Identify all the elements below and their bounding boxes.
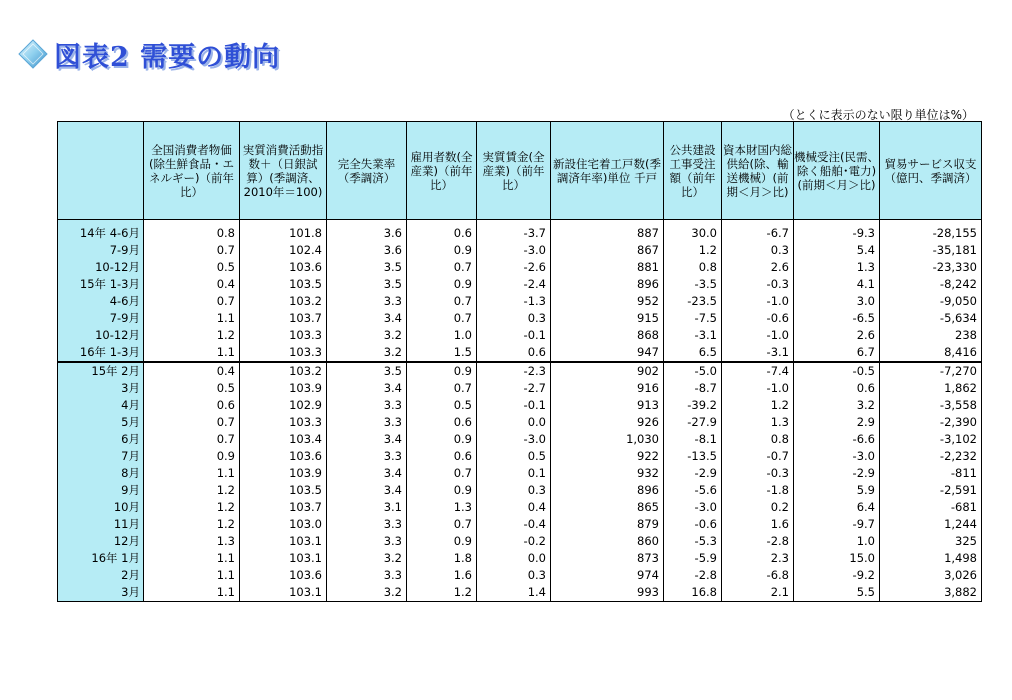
- table-cell: 926: [551, 414, 664, 431]
- table-cell: -2.8: [664, 567, 722, 584]
- table-cell: 103.2: [240, 362, 327, 380]
- table-cell: -1.0: [722, 293, 794, 310]
- table-row: [58, 482, 982, 499]
- table-cell: 2.6: [794, 327, 880, 344]
- table-cell: 103.3: [240, 344, 327, 362]
- table-cell: 0.8: [722, 431, 794, 448]
- table-cell: -1.8: [722, 482, 794, 499]
- table-cell: -6.8: [722, 567, 794, 584]
- table-cell: -9.2: [794, 567, 880, 584]
- table-cell: -3.1: [664, 327, 722, 344]
- table-cell: 916: [551, 380, 664, 397]
- table-cell: 103.4: [240, 431, 327, 448]
- table-cell: 3.3: [327, 516, 407, 533]
- table-cell: 103.3: [240, 414, 327, 431]
- table-cell: -5.6: [664, 482, 722, 499]
- table-cell: 1.1: [144, 584, 240, 602]
- table-cell: 0.6: [477, 344, 551, 362]
- table-cell: 3.3: [327, 397, 407, 414]
- table-cell: 868: [551, 327, 664, 344]
- table-cell: -9.3: [794, 220, 880, 243]
- table-cell: 102.4: [240, 242, 327, 259]
- row-label: 7月: [58, 448, 144, 465]
- table-cell: 1.6: [407, 567, 477, 584]
- table-cell: 1.3: [794, 259, 880, 276]
- table-cell: 1.1: [144, 567, 240, 584]
- table-cell: 1.3: [722, 414, 794, 431]
- table-cell: -5.0: [664, 362, 722, 380]
- table-cell: 860: [551, 533, 664, 550]
- table-cell: 1,030: [551, 431, 664, 448]
- table-cell: 0.3: [477, 310, 551, 327]
- table-cell: -3.1: [722, 344, 794, 362]
- table-cell: -9,050: [880, 293, 982, 310]
- table-cell: 103.7: [240, 310, 327, 327]
- table-cell: 103.9: [240, 380, 327, 397]
- table-cell: 867: [551, 242, 664, 259]
- table-cell: 5.4: [794, 242, 880, 259]
- column-header: 公共建設工事受注額（前年比）: [664, 122, 722, 220]
- row-label: 2月: [58, 567, 144, 584]
- table-cell: -23,330: [880, 259, 982, 276]
- table-cell: -0.1: [477, 397, 551, 414]
- table-cell: 3.4: [327, 431, 407, 448]
- table-cell: 974: [551, 567, 664, 584]
- column-header: 完全失業率（季調済）: [327, 122, 407, 220]
- table-cell: -681: [880, 499, 982, 516]
- table-cell: 896: [551, 482, 664, 499]
- row-label: 14年 4-6月: [58, 220, 144, 243]
- table-cell: -39.2: [664, 397, 722, 414]
- table-cell: 0.0: [477, 414, 551, 431]
- table-cell: 0.4: [144, 362, 240, 380]
- table-cell: 3.0: [794, 293, 880, 310]
- table-cell: 1.2: [722, 397, 794, 414]
- table-cell: 3.3: [327, 448, 407, 465]
- table-cell: -1.3: [477, 293, 551, 310]
- table-cell: 15.0: [794, 550, 880, 567]
- table-cell: 0.0: [477, 550, 551, 567]
- table-cell: 0.9: [407, 242, 477, 259]
- table-cell: -1.0: [722, 380, 794, 397]
- table-cell: 1.0: [407, 327, 477, 344]
- table-cell: 1.2: [144, 327, 240, 344]
- table-cell: 922: [551, 448, 664, 465]
- table-cell: 0.5: [144, 259, 240, 276]
- table-cell: 3.5: [327, 362, 407, 380]
- table-cell: -27.9: [664, 414, 722, 431]
- table-cell: 0.9: [407, 362, 477, 380]
- table-cell: 0.7: [144, 431, 240, 448]
- table-row: [58, 380, 982, 397]
- table-cell: 103.7: [240, 499, 327, 516]
- row-label: 7-9月: [58, 310, 144, 327]
- table-cell: 0.7: [144, 242, 240, 259]
- table-cell: 0.6: [407, 414, 477, 431]
- table-row: [58, 550, 982, 567]
- table-cell: 0.9: [407, 431, 477, 448]
- table-cell: -2.8: [722, 533, 794, 550]
- table-cell: 0.9: [407, 533, 477, 550]
- table-cell: -3.0: [664, 499, 722, 516]
- table-cell: -2.3: [477, 362, 551, 380]
- unit-note: （とくに表示のない限り単位は%）: [782, 108, 974, 122]
- table-cell: 0.5: [407, 397, 477, 414]
- table-cell: 865: [551, 499, 664, 516]
- table-row: [58, 448, 982, 465]
- table-cell: 2.9: [794, 414, 880, 431]
- table-cell: 103.3: [240, 327, 327, 344]
- table-cell: -6.5: [794, 310, 880, 327]
- table-cell: 0.1: [477, 465, 551, 482]
- table-cell: 1.2: [144, 482, 240, 499]
- table-cell: 0.8: [664, 259, 722, 276]
- table-cell: 1.1: [144, 465, 240, 482]
- column-header: 資本財国内総供給(除、輸送機械）(前期＜月＞比): [722, 122, 794, 220]
- row-label: 15年 2月: [58, 362, 144, 380]
- table-cell: 4.1: [794, 276, 880, 293]
- table-cell: -3.7: [477, 220, 551, 243]
- table-row: [58, 397, 982, 414]
- table-cell: 1.1: [144, 550, 240, 567]
- row-label: 4-6月: [58, 293, 144, 310]
- table-cell: 0.3: [477, 567, 551, 584]
- table-cell: -7.4: [722, 362, 794, 380]
- table-cell: -2.6: [477, 259, 551, 276]
- table-cell: -2,232: [880, 448, 982, 465]
- table-cell: -5.9: [664, 550, 722, 567]
- table-row: [58, 584, 982, 602]
- table-cell: 952: [551, 293, 664, 310]
- table-row: [58, 276, 982, 293]
- table-cell: 3.4: [327, 482, 407, 499]
- header-stub: [58, 122, 144, 220]
- table-cell: 3.6: [327, 220, 407, 243]
- table-cell: 915: [551, 310, 664, 327]
- table-cell: -0.7: [722, 448, 794, 465]
- table-cell: 0.7: [144, 293, 240, 310]
- row-label: 15年 1-3月: [58, 276, 144, 293]
- table-cell: 238: [880, 327, 982, 344]
- table-cell: 3.1: [327, 499, 407, 516]
- table-cell: 913: [551, 397, 664, 414]
- table-row: [58, 362, 982, 380]
- table-cell: 1.4: [477, 584, 551, 602]
- table-cell: -3.0: [477, 431, 551, 448]
- table-row: [58, 327, 982, 344]
- table-cell: 0.5: [477, 448, 551, 465]
- table-cell: -5,634: [880, 310, 982, 327]
- table-cell: 6.7: [794, 344, 880, 362]
- table-row: [58, 414, 982, 431]
- table-row: [58, 259, 982, 276]
- table-cell: 103.1: [240, 550, 327, 567]
- table-row: [58, 220, 982, 243]
- table-cell: -35,181: [880, 242, 982, 259]
- table-row: [58, 499, 982, 516]
- table-cell: 6.5: [664, 344, 722, 362]
- table-cell: 3,882: [880, 584, 982, 602]
- table-cell: 0.7: [407, 380, 477, 397]
- page-title: 図表2 需要の動向: [54, 41, 281, 73]
- row-label: 16年 1-3月: [58, 344, 144, 362]
- table-cell: -3.5: [664, 276, 722, 293]
- table-cell: -6.6: [794, 431, 880, 448]
- header-row: [58, 122, 982, 220]
- table-cell: 1,862: [880, 380, 982, 397]
- table-cell: 103.1: [240, 584, 327, 602]
- table-row: [58, 567, 982, 584]
- table-cell: 879: [551, 516, 664, 533]
- row-label: 16年 1月: [58, 550, 144, 567]
- table-cell: 16.8: [664, 584, 722, 602]
- table-cell: -0.6: [722, 310, 794, 327]
- table-cell: 1.1: [144, 344, 240, 362]
- table-cell: -0.3: [722, 465, 794, 482]
- table-cell: -8.1: [664, 431, 722, 448]
- table-row: [58, 431, 982, 448]
- row-label: 3月: [58, 380, 144, 397]
- row-label: 12月: [58, 533, 144, 550]
- table-cell: 1,498: [880, 550, 982, 567]
- table-cell: 103.0: [240, 516, 327, 533]
- column-header: 新設住宅着工戸数(季調済年率)単位 千戸: [551, 122, 664, 220]
- table-cell: -3,102: [880, 431, 982, 448]
- table-cell: 1.2: [664, 242, 722, 259]
- table-cell: -1.0: [722, 327, 794, 344]
- table-cell: -2.4: [477, 276, 551, 293]
- row-label: 11月: [58, 516, 144, 533]
- table-cell: -2.7: [477, 380, 551, 397]
- table-cell: -28,155: [880, 220, 982, 243]
- table-cell: -0.3: [722, 276, 794, 293]
- table-cell: 3.4: [327, 465, 407, 482]
- table-cell: 0.9: [407, 276, 477, 293]
- table-row: [58, 344, 982, 362]
- table-cell: 103.2: [240, 293, 327, 310]
- row-label: 10-12月: [58, 259, 144, 276]
- table-cell: 1,244: [880, 516, 982, 533]
- table-cell: 6.4: [794, 499, 880, 516]
- table-cell: 0.4: [144, 276, 240, 293]
- table-cell: 0.6: [407, 220, 477, 243]
- table-cell: 902: [551, 362, 664, 380]
- row-label: 8月: [58, 465, 144, 482]
- table-cell: -9.7: [794, 516, 880, 533]
- table-cell: 2.6: [722, 259, 794, 276]
- table-cell: 3.2: [327, 344, 407, 362]
- table-cell: 881: [551, 259, 664, 276]
- table-cell: -0.2: [477, 533, 551, 550]
- table-cell: 3.3: [327, 567, 407, 584]
- row-label: 9月: [58, 482, 144, 499]
- row-label: 6月: [58, 431, 144, 448]
- table-cell: 2.1: [722, 584, 794, 602]
- table-cell: -7,270: [880, 362, 982, 380]
- table-cell: -3,558: [880, 397, 982, 414]
- row-label: 10月: [58, 499, 144, 516]
- table-cell: -5.3: [664, 533, 722, 550]
- table-cell: 1.6: [722, 516, 794, 533]
- table-cell: -6.7: [722, 220, 794, 243]
- table-cell: 5.5: [794, 584, 880, 602]
- table-cell: 102.9: [240, 397, 327, 414]
- table-cell: 3.5: [327, 259, 407, 276]
- table-cell: 0.6: [794, 380, 880, 397]
- table-cell: -0.1: [477, 327, 551, 344]
- table-cell: -7.5: [664, 310, 722, 327]
- demand-trend-table: [57, 121, 982, 602]
- table-cell: 1.3: [144, 533, 240, 550]
- table-cell: 103.6: [240, 259, 327, 276]
- table-cell: -811: [880, 465, 982, 482]
- table-cell: 0.7: [407, 465, 477, 482]
- table-cell: 873: [551, 550, 664, 567]
- table-cell: 0.9: [407, 482, 477, 499]
- table-cell: 0.7: [407, 516, 477, 533]
- table-cell: 103.1: [240, 533, 327, 550]
- table-row: [58, 242, 982, 259]
- table-cell: 0.7: [407, 310, 477, 327]
- table-row: [58, 293, 982, 310]
- table-cell: 1.5: [407, 344, 477, 362]
- table-cell: 3.6: [327, 242, 407, 259]
- table-cell: 993: [551, 584, 664, 602]
- column-header: 機械受注(民需、除く船舶･電力)(前期＜月＞比): [794, 122, 880, 220]
- column-header: 全国消費者物価(除生鮮食品・エネルギー)（前年比）: [144, 122, 240, 220]
- table-cell: 30.0: [664, 220, 722, 243]
- table-cell: 3.3: [327, 293, 407, 310]
- table-cell: -2,591: [880, 482, 982, 499]
- table-cell: 0.7: [407, 259, 477, 276]
- table-cell: 1.8: [407, 550, 477, 567]
- table-cell: 0.9: [144, 448, 240, 465]
- table-row: [58, 465, 982, 482]
- table-row: [58, 310, 982, 327]
- row-label: 7-9月: [58, 242, 144, 259]
- table-cell: 8,416: [880, 344, 982, 362]
- table-cell: 3.2: [327, 584, 407, 602]
- table-cell: 887: [551, 220, 664, 243]
- column-header: 実質賃金(全産業)（前年比）: [477, 122, 551, 220]
- table-cell: 1.1: [144, 310, 240, 327]
- table-cell: 0.7: [144, 414, 240, 431]
- table-body: [58, 220, 982, 602]
- table-cell: 0.8: [144, 220, 240, 243]
- table-cell: -8,242: [880, 276, 982, 293]
- table-cell: 3,026: [880, 567, 982, 584]
- row-label: 4月: [58, 397, 144, 414]
- title-bar: [18, 34, 280, 74]
- table-cell: 0.3: [722, 242, 794, 259]
- table-cell: 103.6: [240, 567, 327, 584]
- table-cell: 3.3: [327, 533, 407, 550]
- table-cell: 0.5: [144, 380, 240, 397]
- table-cell: 103.5: [240, 276, 327, 293]
- table-cell: 3.4: [327, 310, 407, 327]
- table-cell: 2.3: [722, 550, 794, 567]
- table-cell: 0.6: [144, 397, 240, 414]
- column-header: 雇用者数(全産業)（前年比）: [407, 122, 477, 220]
- table-cell: -23.5: [664, 293, 722, 310]
- table-cell: 1.2: [144, 516, 240, 533]
- table-cell: -13.5: [664, 448, 722, 465]
- table-cell: 0.4: [477, 499, 551, 516]
- table-cell: 932: [551, 465, 664, 482]
- table-cell: 3.2: [327, 550, 407, 567]
- table-cell: -3.0: [794, 448, 880, 465]
- table-cell: 0.6: [407, 448, 477, 465]
- table-cell: -3.0: [477, 242, 551, 259]
- table-cell: 0.3: [477, 482, 551, 499]
- table-cell: 0.2: [722, 499, 794, 516]
- row-label: 10-12月: [58, 327, 144, 344]
- row-label: 5月: [58, 414, 144, 431]
- table-cell: 103.9: [240, 465, 327, 482]
- table-cell: 5.9: [794, 482, 880, 499]
- table-cell: 101.8: [240, 220, 327, 243]
- table-cell: 3.5: [327, 276, 407, 293]
- table-cell: -2.9: [664, 465, 722, 482]
- column-header: 実質消費活動指数＋（日銀試算）(季調済、2010年＝100): [240, 122, 327, 220]
- table-cell: 947: [551, 344, 664, 362]
- table-cell: -2.9: [794, 465, 880, 482]
- table-cell: 896: [551, 276, 664, 293]
- table-cell: 103.6: [240, 448, 327, 465]
- table-cell: -8.7: [664, 380, 722, 397]
- table-cell: 1.3: [407, 499, 477, 516]
- table-cell: 3.2: [327, 327, 407, 344]
- row-label: 3月: [58, 584, 144, 602]
- table-cell: -0.4: [477, 516, 551, 533]
- table-cell: 3.4: [327, 380, 407, 397]
- table-cell: -0.6: [664, 516, 722, 533]
- table-cell: 1.2: [407, 584, 477, 602]
- diamond-icon: [18, 39, 48, 69]
- table-cell: -2,390: [880, 414, 982, 431]
- table-cell: -0.5: [794, 362, 880, 380]
- table-cell: 1.0: [794, 533, 880, 550]
- table-row: [58, 533, 982, 550]
- table-cell: 1.2: [144, 499, 240, 516]
- column-header: 貿易サービス収支（億円、季調済）: [880, 122, 982, 220]
- table-cell: 3.2: [794, 397, 880, 414]
- table-cell: 3.3: [327, 414, 407, 431]
- table-row: [58, 516, 982, 533]
- table-cell: 0.7: [407, 293, 477, 310]
- table-cell: 325: [880, 533, 982, 550]
- table-cell: 103.5: [240, 482, 327, 499]
